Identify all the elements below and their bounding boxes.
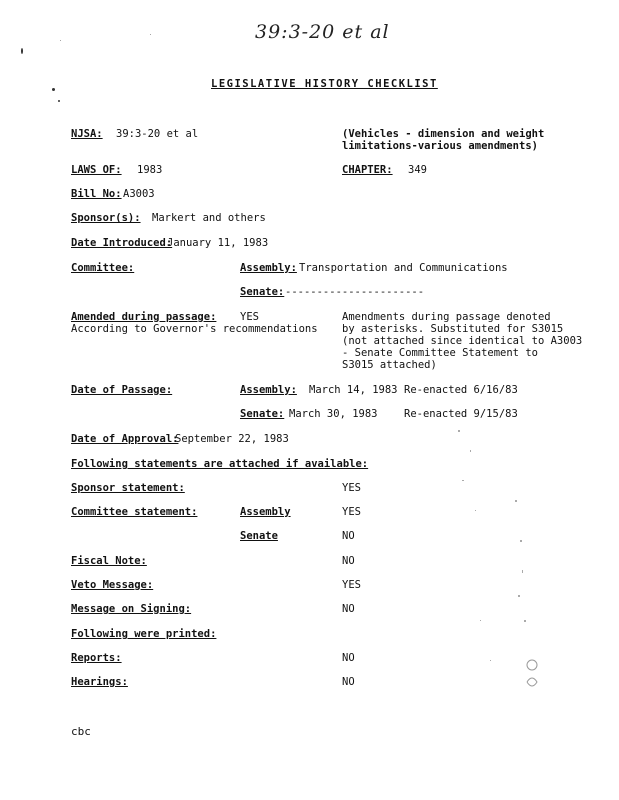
chapter-label: CHAPTER: <box>342 164 393 176</box>
veto-message-label: Veto Message: <box>71 579 154 591</box>
njsa-label: NJSA: <box>71 128 103 140</box>
subject-line-2: limitations-various amendments) <box>342 140 538 152</box>
veto-message-value: YES <box>342 579 361 591</box>
passage-senate-label: Senate: <box>240 408 285 420</box>
hearings-label: Hearings: <box>71 676 128 688</box>
passage-assembly-label: Assembly: <box>240 384 297 396</box>
committee-senate-value: ---------------------- <box>285 286 425 298</box>
passage-assembly-reenacted: Re-enacted 6/16/83 <box>404 384 518 396</box>
amended-detail-line: by asterisks. Substituted for S3015 <box>342 323 564 335</box>
printed-heading: Following were printed: <box>71 628 217 640</box>
fiscal-note-label: Fiscal Note: <box>71 555 147 567</box>
amended-note: According to Governor's recommendations <box>71 323 318 335</box>
passage-senate-value: March 30, 1983 <box>289 408 378 420</box>
committee-senate-label: Senate: <box>240 286 285 298</box>
amended-detail-line: Amendments during passage denoted <box>342 311 551 323</box>
committee-statement-label: Committee statement: <box>71 506 198 518</box>
date-of-approval-label: Date of Approval: <box>71 433 179 445</box>
njsa-value: 39:3-20 et al <box>116 128 199 140</box>
date-introduced-value: January 11, 1983 <box>167 237 269 249</box>
committee-assembly-value: Transportation and Communications <box>299 262 508 274</box>
date-of-passage-label: Date of Passage: <box>71 384 173 396</box>
sponsors-value: Markert and others <box>152 212 266 224</box>
date-introduced-label: Date Introduced: <box>71 237 173 249</box>
sponsor-statement-value: YES <box>342 482 361 494</box>
amended-detail-line: (not attached since identical to A3003 <box>342 335 583 347</box>
reports-value: NO <box>342 652 355 664</box>
message-on-signing-value: NO <box>342 603 355 615</box>
message-on-signing-label: Message on Signing: <box>71 603 192 615</box>
amended-label: Amended during passage: <box>71 311 217 323</box>
sponsor-statement-label: Sponsor statement: <box>71 482 185 494</box>
fiscal-note-value: NO <box>342 555 355 567</box>
committee-statement-assembly-value: YES <box>342 506 361 518</box>
scan-speck <box>58 100 60 102</box>
page-title: LEGISLATIVE HISTORY CHECKLIST <box>211 78 438 90</box>
footer-initials: cbc <box>71 725 91 738</box>
committee-label: Committee: <box>71 262 135 274</box>
subject-line-1: (Vehicles - dimension and weight <box>342 128 545 140</box>
committee-assembly-label: Assembly: <box>240 262 297 274</box>
scan-speck <box>60 40 61 41</box>
bill-no-label: Bill No: <box>71 188 122 200</box>
scan-speck <box>52 88 55 91</box>
passage-assembly-value: March 14, 1983 <box>309 384 398 396</box>
date-of-approval-value: September 22, 1983 <box>175 433 289 445</box>
sponsors-label: Sponsor(s): <box>71 212 141 224</box>
bill-no-value: A3003 <box>123 188 155 200</box>
amended-detail-line: S3015 attached) <box>342 359 437 371</box>
chapter-value: 349 <box>408 164 427 176</box>
laws-of-label: LAWS OF: <box>71 164 122 176</box>
reports-label: Reports: <box>71 652 122 664</box>
scan-speck <box>150 34 151 35</box>
scan-speck <box>21 48 23 54</box>
amended-value: YES <box>240 311 259 323</box>
committee-statement-senate-value: NO <box>342 530 355 542</box>
attached-statements-heading: Following statements are attached if available: <box>71 458 369 470</box>
passage-senate-reenacted: Re-enacted 9/15/83 <box>404 408 518 420</box>
amended-detail-line: - Senate Committee Statement to <box>342 347 538 359</box>
laws-of-value: 1983 <box>137 164 163 176</box>
committee-statement-senate-label: Senate <box>240 530 278 542</box>
committee-statement-assembly-label: Assembly <box>240 506 291 518</box>
scan-margin-artifacts <box>450 420 560 710</box>
handwritten-reference: 39:3-20 et al <box>255 21 390 43</box>
hearings-value: NO <box>342 676 355 688</box>
